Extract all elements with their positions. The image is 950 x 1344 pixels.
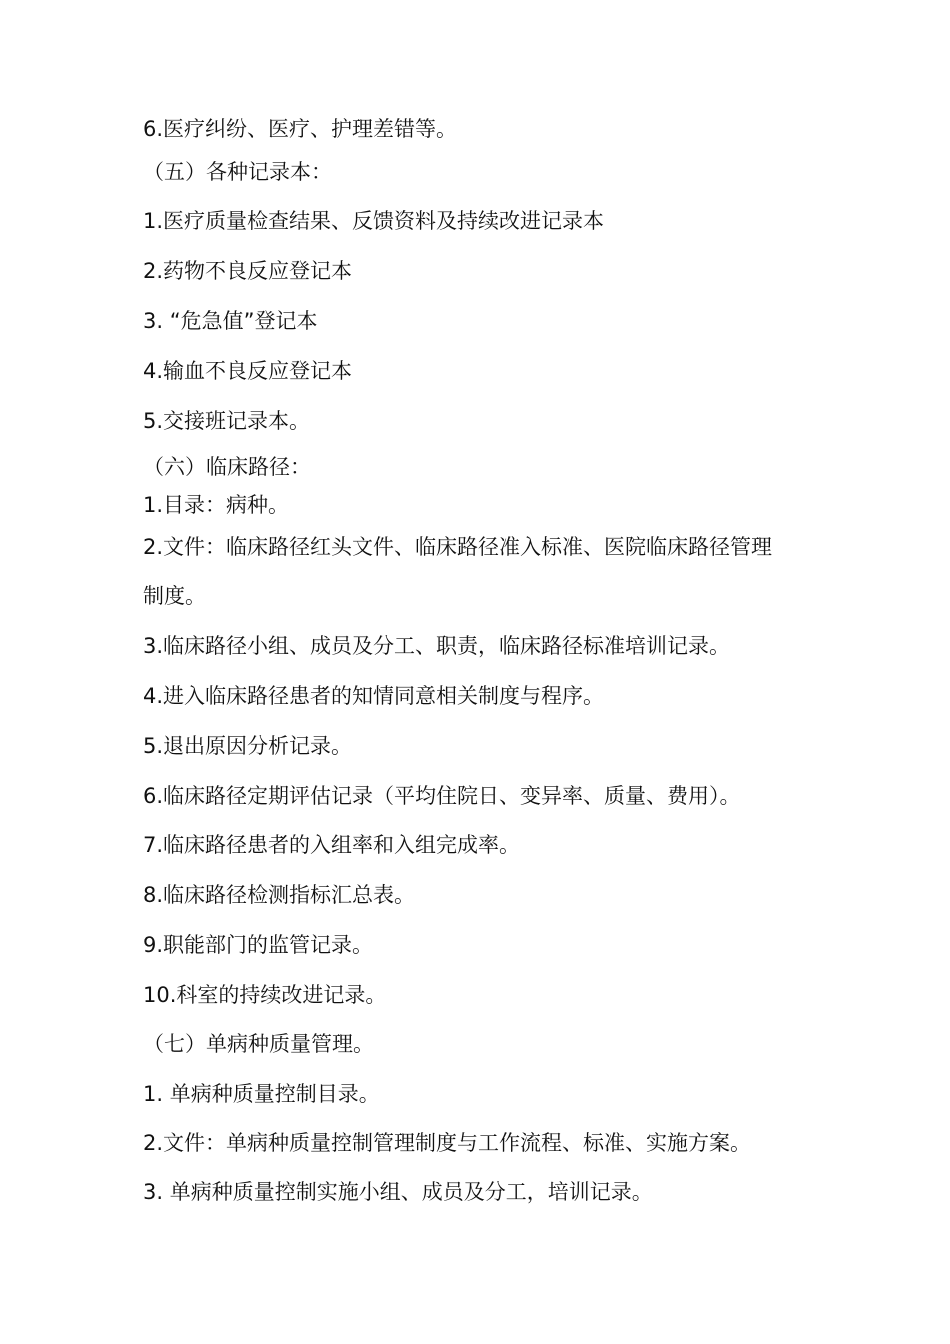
text-line: 5.交接班记录本。 xyxy=(143,409,311,433)
text-line: 3. 单病种质量控制实施小组、成员及分工，培训记录。 xyxy=(143,1180,653,1204)
text-line: 2.文件：临床路径红头文件、临床路径准入标准、医院临床路径管理 xyxy=(143,535,773,559)
text-line: 10.科室的持续改进记录。 xyxy=(143,983,387,1007)
section-heading: （七）单病种质量管理。 xyxy=(143,1032,374,1056)
text-line: 2.药物不良反应登记本 xyxy=(143,259,353,283)
text-line: 7.临床路径患者的入组率和入组完成率。 xyxy=(143,833,521,857)
text-line: 3.临床路径小组、成员及分工、职责，临床路径标准培训记录。 xyxy=(143,634,731,658)
text-line: 制度。 xyxy=(143,584,206,608)
text-line: 6.医疗纠纷、医疗、护理差错等。 xyxy=(143,117,458,141)
text-line: 9.职能部门的监管记录。 xyxy=(143,933,374,957)
text-line: 1.医疗质量检查结果、反馈资料及持续改进记录本 xyxy=(143,209,605,233)
text-line: 5.退出原因分析记录。 xyxy=(143,734,353,758)
section-heading: （六）临床路径： xyxy=(143,455,311,479)
text-line: 2.文件：单病种质量控制管理制度与工作流程、标准、实施方案。 xyxy=(143,1131,752,1155)
text-line: 8.临床路径检测指标汇总表。 xyxy=(143,883,416,907)
text-line: 1. 单病种质量控制目录。 xyxy=(143,1082,380,1106)
text-line: 4.进入临床路径患者的知情同意相关制度与程序。 xyxy=(143,684,605,708)
text-line: 6.临床路径定期评估记录（平均住院日、变异率、质量、费用）。 xyxy=(143,784,741,808)
section-heading: （五）各种记录本： xyxy=(143,160,332,184)
text-line: 4.输血不良反应登记本 xyxy=(143,359,353,383)
text-line: 1.目录：病种。 xyxy=(143,493,290,517)
text-line: 3. “危急值”登记本 xyxy=(143,309,318,333)
